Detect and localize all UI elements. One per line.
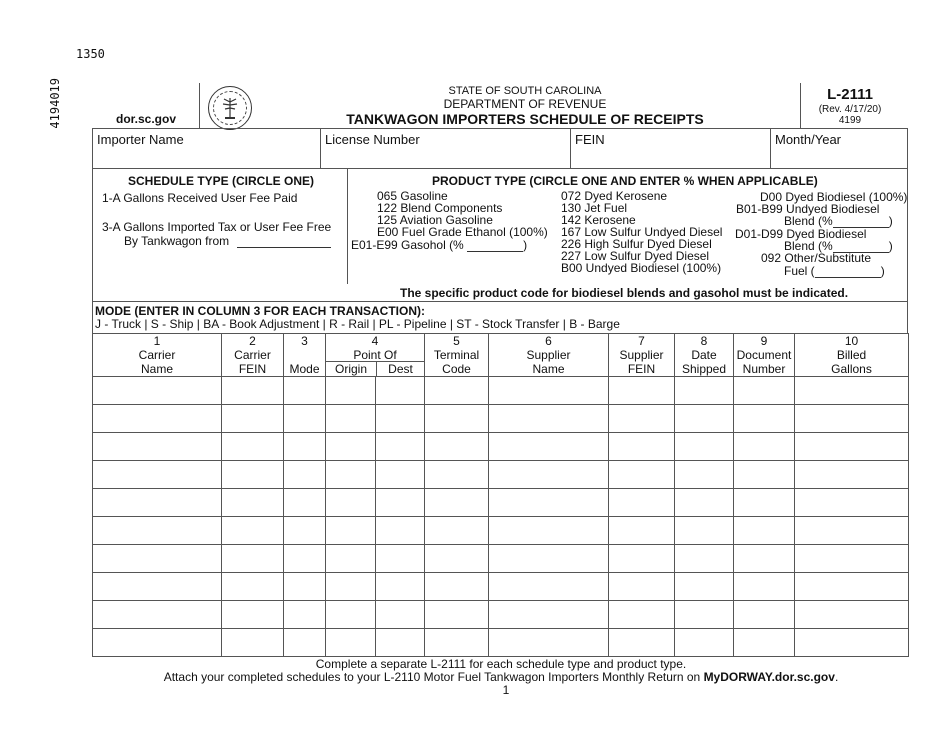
table-cell[interactable] xyxy=(734,461,795,489)
table-cell[interactable] xyxy=(675,545,734,573)
table-cell[interactable] xyxy=(93,517,222,545)
tankwagon-from-input[interactable] xyxy=(237,236,331,248)
table-cell[interactable] xyxy=(425,545,489,573)
table-row xyxy=(93,405,909,433)
table-cell[interactable] xyxy=(734,573,795,601)
col-header-date-shipped: 8 Date Shipped xyxy=(675,334,734,377)
product-122[interactable]: 122 Blend Components xyxy=(377,201,503,215)
table-cell[interactable] xyxy=(734,405,795,433)
footer-line-1: Complete a separate L-2111 for each schedule type and product type. xyxy=(315,657,687,671)
table-cell[interactable] xyxy=(376,601,425,629)
product-col-2 xyxy=(561,190,722,274)
table-cell[interactable] xyxy=(326,601,376,629)
product-d01-blend[interactable]: Blend (% ) xyxy=(784,239,893,253)
table-cell[interactable] xyxy=(734,629,795,657)
schedule-type-title: SCHEDULE TYPE (CIRCLE ONE) xyxy=(128,174,315,188)
table-row xyxy=(93,573,909,601)
product-col-1 xyxy=(377,190,548,238)
product-167[interactable]: 167 Low Sulfur Undyed Diesel xyxy=(561,225,723,239)
table-cell[interactable] xyxy=(675,461,734,489)
table-cell[interactable] xyxy=(326,489,376,517)
schedule-option-3a[interactable]: 3-A Gallons Imported Tax or User Fee Free xyxy=(102,220,332,234)
table-cell[interactable] xyxy=(284,545,326,573)
table-row xyxy=(93,433,909,461)
table-row xyxy=(93,629,909,657)
col-header-terminal-code: 5 Terminal Code xyxy=(425,334,489,377)
table-cell[interactable] xyxy=(734,377,795,405)
table-cell[interactable] xyxy=(93,405,222,433)
table-cell[interactable] xyxy=(222,573,284,601)
table-cell[interactable] xyxy=(376,629,425,657)
table-cell[interactable] xyxy=(609,461,675,489)
other-fuel-input[interactable] xyxy=(815,266,881,278)
table-cell[interactable] xyxy=(326,573,376,601)
product-125[interactable]: 125 Aviation Gasoline xyxy=(377,213,493,227)
page-number: 1 xyxy=(502,683,510,697)
department-name: DEPARTMENT OF REVENUE xyxy=(443,97,607,111)
table-cell[interactable] xyxy=(425,461,489,489)
table-cell[interactable] xyxy=(425,517,489,545)
side-code: 4194019 xyxy=(48,78,62,129)
form-number-divider xyxy=(800,83,801,129)
table-cell[interactable] xyxy=(326,461,376,489)
col-header-carrier-name: 1 Carrier Name xyxy=(93,334,222,377)
table-cell[interactable] xyxy=(489,573,609,601)
form-number: L-2111 xyxy=(827,86,873,103)
table-row xyxy=(93,601,909,629)
table-cell[interactable] xyxy=(609,517,675,545)
table-cell[interactable] xyxy=(93,629,222,657)
table-cell[interactable] xyxy=(795,489,909,517)
table-cell[interactable] xyxy=(675,405,734,433)
table-cell[interactable] xyxy=(222,461,284,489)
table-cell[interactable] xyxy=(284,461,326,489)
table-cell[interactable] xyxy=(326,517,376,545)
table-row xyxy=(93,489,909,517)
product-note: The specific product code for biodiesel blends and gasohol must be indicated. xyxy=(400,286,849,300)
table-cell[interactable] xyxy=(376,377,425,405)
mode-options: J - Truck | S - Ship | BA - Book Adjustment | R - Rail | PL - Pipeline | ST - Stock Transfer | B - Barge xyxy=(95,317,620,331)
table-cell[interactable] xyxy=(489,517,609,545)
table-cell[interactable] xyxy=(425,433,489,461)
table-cell[interactable] xyxy=(425,489,489,517)
table-cell[interactable] xyxy=(376,433,425,461)
form-code: 4199 xyxy=(838,115,862,126)
tankwagon-from-label: By Tankwagon from xyxy=(124,234,230,248)
table-cell[interactable] xyxy=(284,489,326,517)
product-092-fuel[interactable]: Fuel ( ) xyxy=(784,264,885,278)
mode-title: MODE (ENTER IN COLUMN 3 FOR EACH TRANSACTION): xyxy=(95,304,425,318)
table-cell[interactable] xyxy=(222,629,284,657)
table-cell[interactable] xyxy=(489,433,609,461)
table-row xyxy=(93,461,909,489)
fein-field[interactable]: FEIN xyxy=(575,132,605,147)
table-cell[interactable] xyxy=(376,489,425,517)
table-cell[interactable] xyxy=(425,573,489,601)
corner-code: 1350 xyxy=(76,47,105,61)
table-cell[interactable] xyxy=(734,601,795,629)
table-cell[interactable] xyxy=(795,405,909,433)
table-cell[interactable] xyxy=(734,545,795,573)
table-cell[interactable] xyxy=(284,433,326,461)
mydorway-link[interactable]: MyDORWAY.dor.sc.gov xyxy=(703,670,835,684)
table-cell[interactable] xyxy=(284,405,326,433)
table-cell[interactable] xyxy=(93,377,222,405)
table-cell[interactable] xyxy=(326,433,376,461)
table-cell[interactable] xyxy=(795,629,909,657)
table-cell[interactable] xyxy=(489,601,609,629)
table-cell[interactable] xyxy=(222,377,284,405)
state-name: STATE OF SOUTH CAROLINA xyxy=(448,85,602,97)
table-cell[interactable] xyxy=(489,461,609,489)
gasohol-percent-input[interactable] xyxy=(467,240,523,252)
footer-line-2: Attach your completed schedules to your L-2110 Motor Fuel Tankwagon Importers Monthly Return on MyDORWAY.dor.sc.gov. xyxy=(163,670,839,684)
table-cell[interactable] xyxy=(489,377,609,405)
form-title: TANKWAGON IMPORTERS SCHEDULE OF RECEIPTS xyxy=(346,111,704,127)
product-072[interactable]: 072 Dyed Kerosene xyxy=(561,189,668,203)
receipts-table xyxy=(92,333,909,657)
table-cell[interactable] xyxy=(795,377,909,405)
table-cell[interactable] xyxy=(675,573,734,601)
table-cell[interactable] xyxy=(425,405,489,433)
table-cell[interactable] xyxy=(326,405,376,433)
table-header-row xyxy=(93,334,909,377)
table-cell[interactable] xyxy=(222,433,284,461)
product-gasohol[interactable]: E01-E99 Gasohol (% ) xyxy=(351,238,528,252)
table-cell[interactable] xyxy=(734,489,795,517)
table-cell[interactable] xyxy=(376,405,425,433)
table-cell[interactable] xyxy=(222,601,284,629)
importer-name-field[interactable]: Importer Name xyxy=(97,132,184,147)
table-cell[interactable] xyxy=(376,517,425,545)
product-227[interactable]: 227 Low Sulfur Dyed Diesel xyxy=(561,249,710,263)
table-cell[interactable] xyxy=(93,489,222,517)
table-cell[interactable] xyxy=(425,601,489,629)
table-cell[interactable] xyxy=(222,517,284,545)
table-cell[interactable] xyxy=(489,405,609,433)
product-b00[interactable]: B00 Undyed Biodiesel (100%) xyxy=(561,261,722,275)
table-cell[interactable] xyxy=(425,377,489,405)
table-cell[interactable] xyxy=(284,517,326,545)
table-cell[interactable] xyxy=(489,545,609,573)
col-header-point-of: 4 Point Of Origin Dest xyxy=(326,334,425,377)
table-cell[interactable] xyxy=(376,545,425,573)
product-type-title: PRODUCT TYPE (CIRCLE ONE AND ENTER % WHEN APPLICABLE) xyxy=(432,174,818,188)
product-d01-d99[interactable]: D01-D99 Dyed Biodiesel xyxy=(735,227,867,241)
table-cell[interactable] xyxy=(675,601,734,629)
product-226[interactable]: 226 High Sulfur Dyed Diesel xyxy=(561,237,712,251)
table-cell[interactable] xyxy=(489,629,609,657)
table-cell[interactable] xyxy=(609,405,675,433)
product-142[interactable]: 142 Kerosene xyxy=(561,213,636,227)
table-cell[interactable] xyxy=(609,489,675,517)
product-130[interactable]: 130 Jet Fuel xyxy=(561,201,628,215)
product-e00[interactable]: E00 Fuel Grade Ethanol (100%) xyxy=(377,225,548,239)
website-label: dor.sc.gov xyxy=(116,112,177,126)
table-cell[interactable] xyxy=(675,489,734,517)
table-cell[interactable] xyxy=(326,629,376,657)
product-b01-blend[interactable]: Blend (% ) xyxy=(784,214,893,228)
license-number-field[interactable]: License Number xyxy=(325,132,420,147)
state-seal-icon xyxy=(208,86,252,130)
table-cell[interactable] xyxy=(93,461,222,489)
col-header-supplier-fein: 7 Supplier FEIN xyxy=(609,334,675,377)
table-cell[interactable] xyxy=(675,517,734,545)
schedule-option-3a-from[interactable] xyxy=(124,234,331,248)
col-header-mode: 3 Mode xyxy=(284,334,326,377)
table-cell[interactable] xyxy=(376,573,425,601)
table-cell[interactable] xyxy=(609,545,675,573)
table-cell[interactable] xyxy=(222,405,284,433)
table-cell[interactable] xyxy=(93,573,222,601)
table-cell[interactable] xyxy=(284,573,326,601)
table-cell[interactable] xyxy=(675,433,734,461)
col-header-carrier-fein: 2 Carrier FEIN xyxy=(222,334,284,377)
form-revision: (Rev. 4/17/20) xyxy=(818,104,882,115)
table-cell[interactable] xyxy=(284,629,326,657)
table-cell[interactable] xyxy=(609,573,675,601)
col-header-supplier-name: 6 Supplier Name xyxy=(489,334,609,377)
product-d00[interactable]: D00 Dyed Biodiesel (100%) xyxy=(760,190,908,204)
table-cell[interactable] xyxy=(326,377,376,405)
table-cell[interactable] xyxy=(222,489,284,517)
product-065[interactable]: 065 Gasoline xyxy=(377,189,448,203)
table-cell[interactable] xyxy=(795,461,909,489)
table-cell[interactable] xyxy=(609,433,675,461)
table-cell[interactable] xyxy=(795,517,909,545)
month-year-field[interactable]: Month/Year xyxy=(775,132,842,147)
table-cell[interactable] xyxy=(795,573,909,601)
product-092[interactable]: 092 Other/Substitute xyxy=(761,251,872,265)
table-cell[interactable] xyxy=(734,517,795,545)
table-cell[interactable] xyxy=(326,545,376,573)
table-cell[interactable] xyxy=(376,461,425,489)
table-cell[interactable] xyxy=(93,601,222,629)
table-cell[interactable] xyxy=(675,629,734,657)
table-cell[interactable] xyxy=(795,601,909,629)
table-cell[interactable] xyxy=(93,545,222,573)
table-row xyxy=(93,517,909,545)
col-header-document-number: 9 Document Number xyxy=(734,334,795,377)
table-cell[interactable] xyxy=(222,545,284,573)
table-cell[interactable] xyxy=(609,377,675,405)
table-cell[interactable] xyxy=(93,433,222,461)
table-row xyxy=(93,545,909,573)
table-cell[interactable] xyxy=(734,433,795,461)
table-row xyxy=(93,377,909,405)
table-cell[interactable] xyxy=(284,601,326,629)
table-cell[interactable] xyxy=(675,377,734,405)
col-header-billed-gallons: 10 Billed Gallons xyxy=(795,334,909,377)
product-b01-b99[interactable]: B01-B99 Undyed Biodiesel xyxy=(736,202,880,216)
table-cell[interactable] xyxy=(609,601,675,629)
table-cell[interactable] xyxy=(609,629,675,657)
col-header-dest: Dest xyxy=(388,362,413,376)
table-cell[interactable] xyxy=(425,629,489,657)
table-cell[interactable] xyxy=(795,545,909,573)
table-cell[interactable] xyxy=(795,433,909,461)
schedule-option-1a[interactable]: 1-A Gallons Received User Fee Paid xyxy=(102,191,298,205)
table-cell[interactable] xyxy=(284,377,326,405)
table-cell[interactable] xyxy=(489,489,609,517)
col-header-origin: Origin xyxy=(326,362,377,376)
header-divider xyxy=(199,83,200,129)
